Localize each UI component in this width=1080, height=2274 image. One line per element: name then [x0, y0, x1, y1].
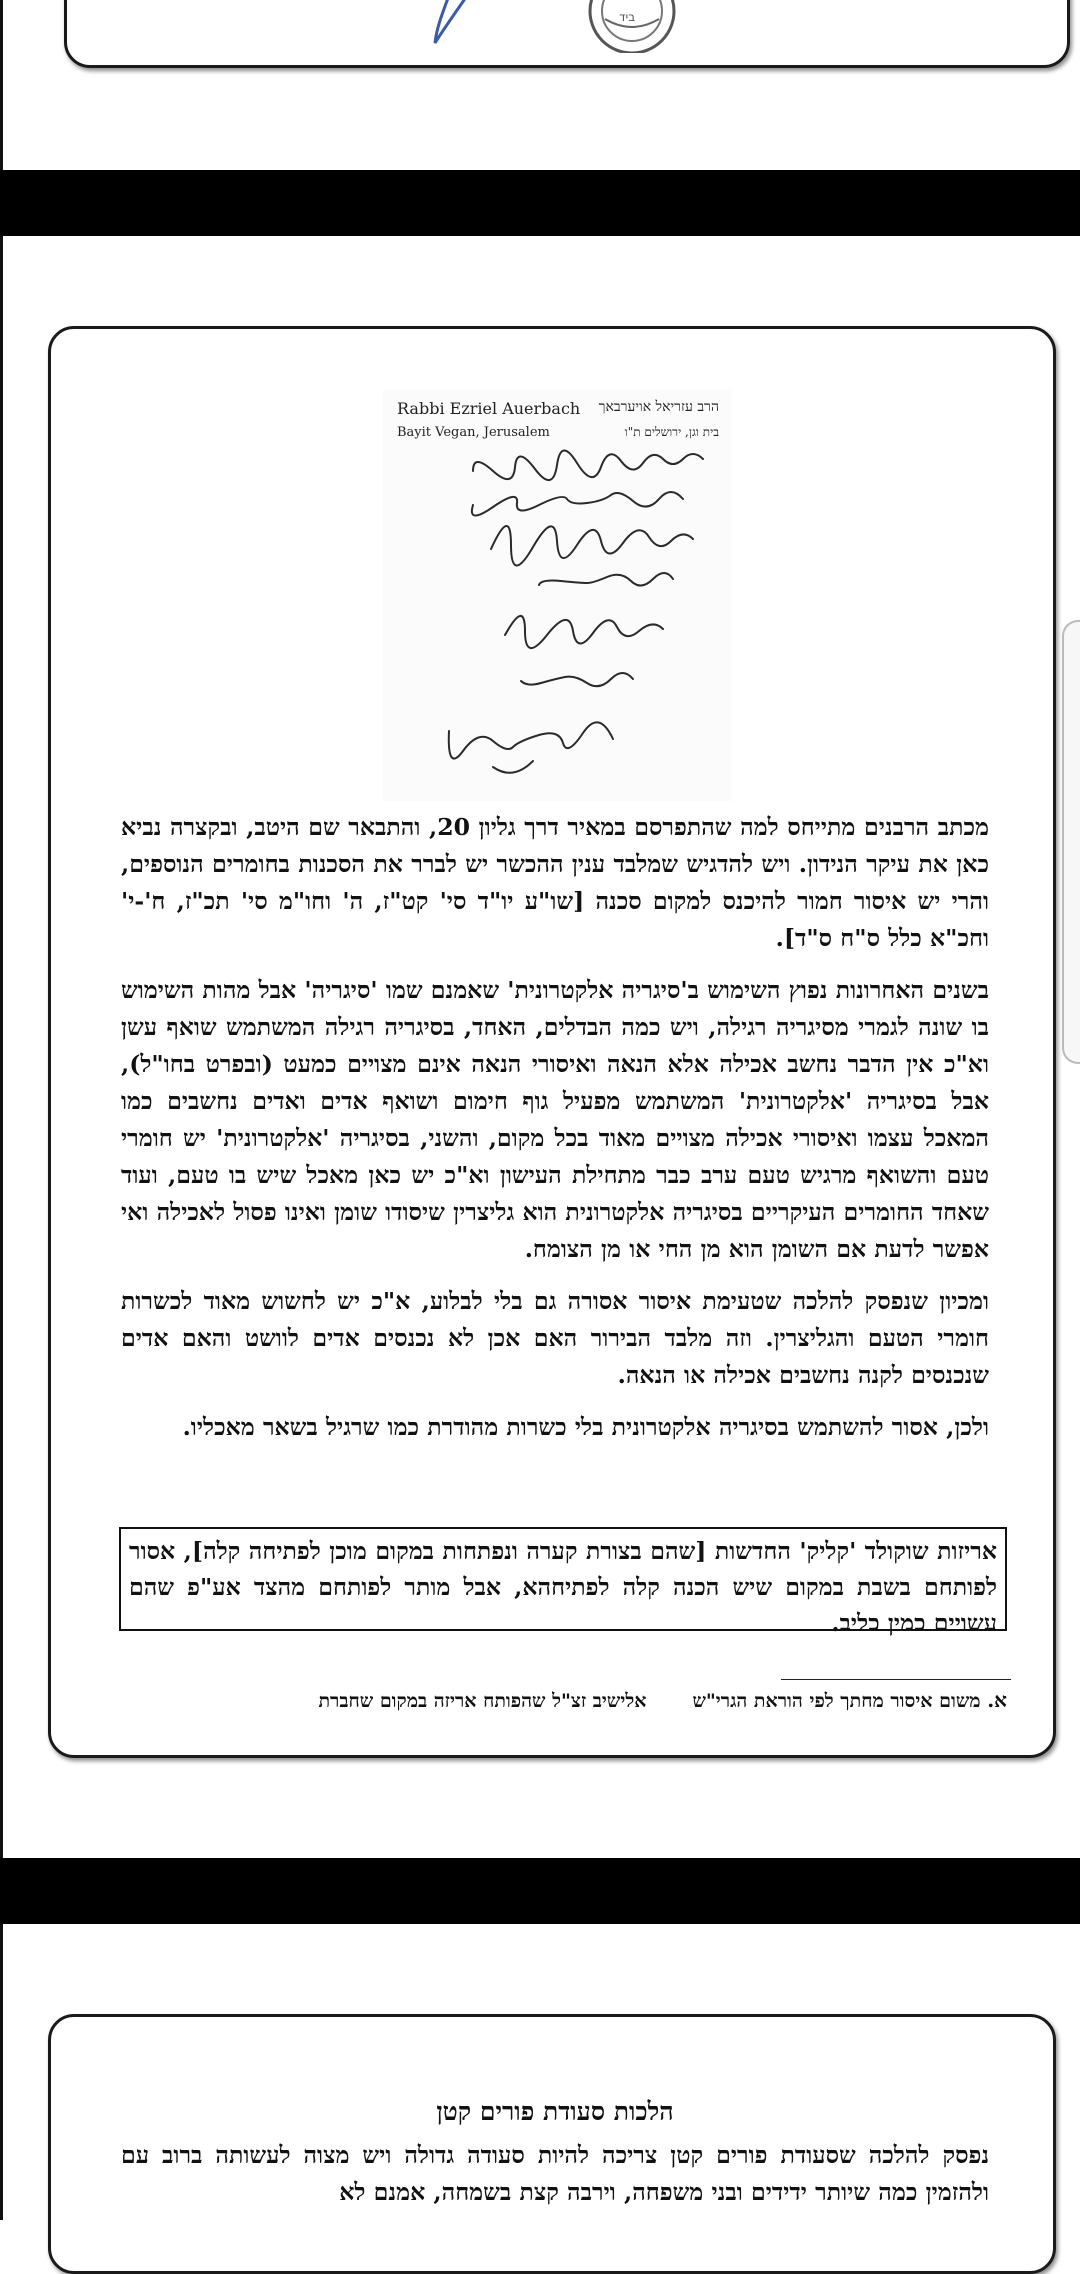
footnote-divider [781, 1679, 1011, 1680]
section-title: הלכות סעודת פורים קטן [436, 2097, 674, 2126]
letterhead-address-he: בית וגן, ירושלים ת"ו [624, 425, 719, 439]
handwritten-letter-image [383, 389, 733, 801]
footnote-text-part1: משום איסור מחתך לפי הוראת הגרי"ש [692, 1690, 981, 1712]
footnote-text-part2: אלישיב זצ"ל שהפותח אריזה במקום שחברת [318, 1690, 647, 1712]
document-page-card [48, 326, 1056, 1758]
article-paragraph: ומכיון שנפסק להלכה שטעימת איסור אסורה גם בלי לבלוע, א"כ יש לחשוש מאוד לכשרות חומרי הטעם והגליצרין. וזה מלבד הבירור האם אכן לא נכנסים אדים לוושט והאם אדים שנכנסים לקנה נחשבים אכילה או הנאה. [121, 1287, 989, 1389]
section-text: נפסק להלכה שסעודת פורים קטן צריכה להיות סעודה גדולה ויש מצוה לעשותה ברוב עם ולהזמין כמה שיותר ידידים ובני משפחה, וירבה קצת בשמחה, אמנם לא [121, 2141, 989, 2206]
side-drawer-handle[interactable] [1062, 620, 1080, 1064]
stamp-and-signature-image [337, 0, 787, 53]
article-paragraph: מכתב הרבנים מתייחס למה שהתפרסם במאיר דרך גליון 20, והתבאר שם היטב, ובקצרה נביא כאן את עיקר הנידון. ויש להדגיש שמלבד ענין ההכשר יש לברר את הסכנות בחומרים הנוספים, והרי יש איסור חמור להיכנס למקום סכנה [שו"ע יו"ד סי' קט"ז, ה' וחו"מ סי' תכ"ז, ח'-י' וחכ"א כלל ס"ח ס"ד]. [121, 813, 989, 952]
next-page-card [48, 2014, 1056, 2274]
letterhead-address-en: Bayit Vegan, Jerusalem [397, 425, 550, 440]
letterhead-name-he: הרב עזריאל אויערבאך [598, 399, 719, 415]
svg-text:ביד: ביד [619, 10, 636, 24]
page-margin-line [0, 236, 3, 1858]
footnote [121, 1685, 1007, 1716]
previous-page-card [64, 0, 1070, 68]
article-body [121, 809, 989, 1461]
letterhead-name-en: Rabbi Ezriel Auerbach [397, 399, 581, 418]
page-margin-line [0, 0, 3, 170]
handwriting-scribbles [383, 389, 733, 801]
page-margin-line [0, 1924, 3, 2220]
footnote-marker: א. [987, 1688, 1007, 1712]
page-separator-band [0, 170, 1080, 236]
article-paragraph: בשנים האחרונות נפוץ השימוש ב'סיגריה אלקטרונית' שאמנם שמו 'סיגריה' אבל מהות השימוש בו שונה לגמרי מסיגריה רגילה, ויש כמה הבדלים, האחד, בסיגריה רגילה המשתמש שואף עשן וא"כ אין הדבר נחשב אכילה אלא הנאה ואיסורי הנאה אינם מצויים כמעט (ובפרט בחו"ל), אבל בסיגריה 'אלקטרונית' המשתמש מפעיל גוף חימום ושואף אדים ואדים נחשבים כמו המאכל עצמו ואיסורי אכילה מצויים מאוד בכל מקום, והשני, בסיגריה 'אלקטרונית' יש חומרי טעם והשואף מרגיש טעם ערב כבר מתחילת העישון וא"כ יש כאן מאכל שיש בו טעם, ועוד שאחד החומרים העיקריים בסיגריה אלקטרונית הוא גליצרין שיסודו שומן ואינו פסול לאכילה ואי אפשר לדעת אם השומן הוא מן החי או מן הצומח. [121, 976, 989, 1263]
boxed-halacha-note: אריזות שוקולד 'קליק' החדשות [שהם בצורת קערה ונפתחות במקום מוכן לפתיחה קלה], אסור לפותחם בשבת במקום שיש הכנה קלה לפתיחהא, אבל מותר לפותחם מהצד אע"פ שהם עשויים כמין כליב. [119, 1527, 1007, 1631]
article-paragraph: ולכן, אסור להשתמש בסיגריה אלקטרונית בלי כשרות מהודרת כמו שרגיל בשאר מאכליו. [182, 1413, 989, 1441]
page-separator-band [0, 1858, 1080, 1924]
